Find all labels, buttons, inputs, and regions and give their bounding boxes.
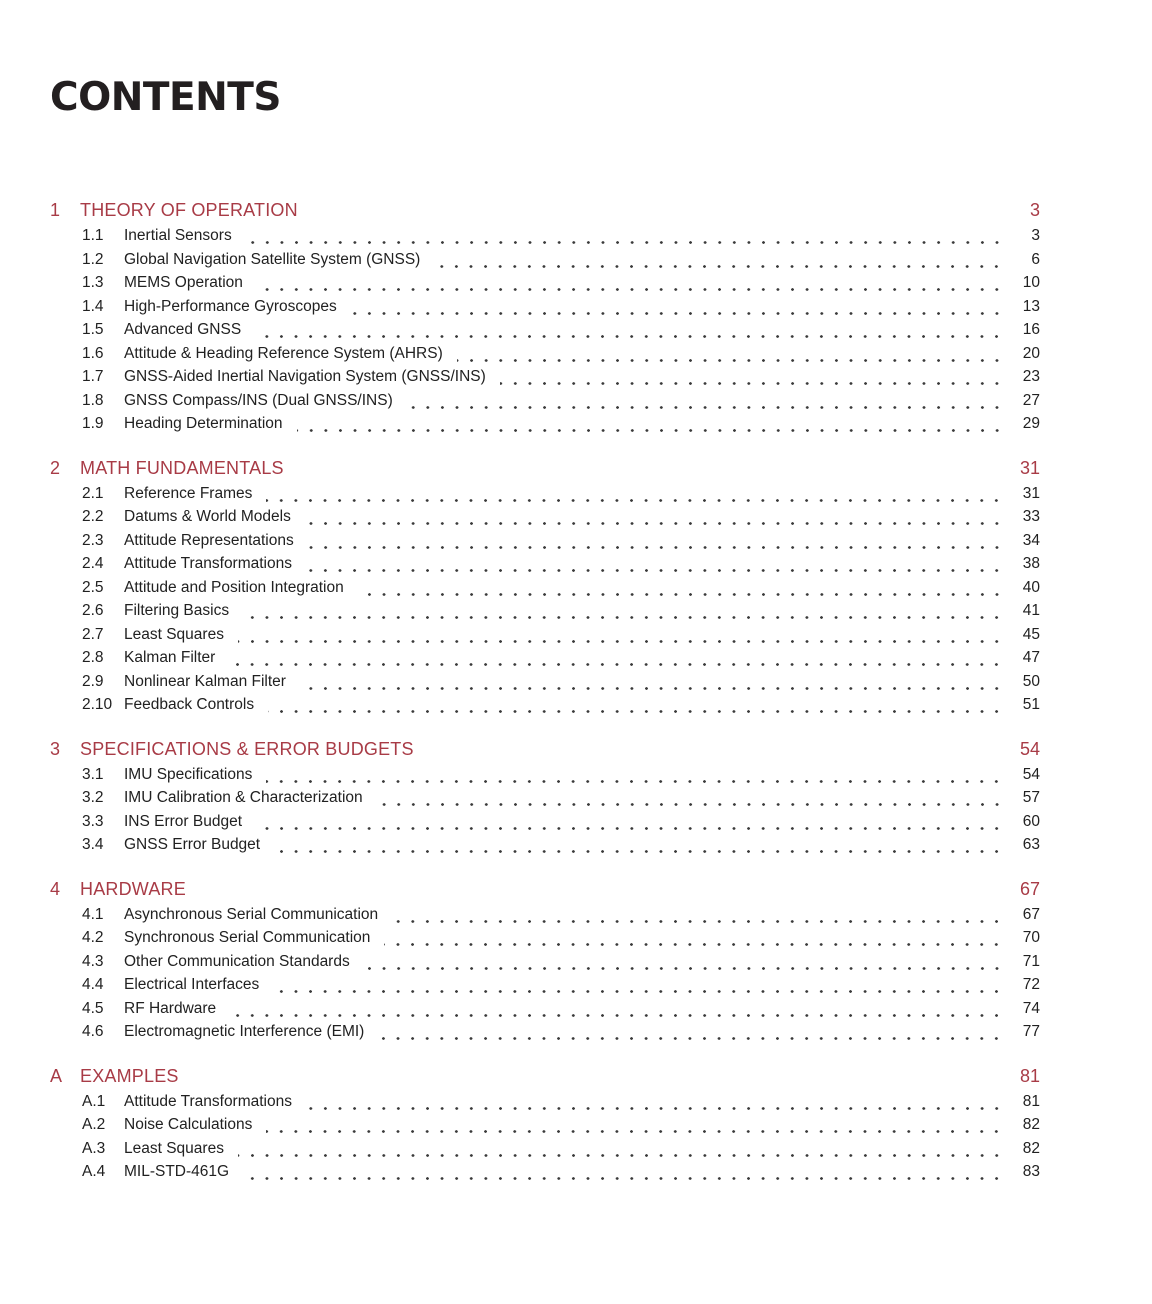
entry-title: GNSS Error Budget: [124, 836, 261, 853]
entry-page-number: 20: [1022, 344, 1040, 362]
toc-section: [50, 198, 1040, 436]
dot-leader: [258, 763, 1008, 787]
dot-leader: [289, 412, 1008, 436]
toc-entry[interactable]: [50, 224, 1040, 248]
dot-leader: [343, 295, 1008, 319]
entry-number: 2.7: [82, 625, 104, 643]
toc-entry[interactable]: [50, 950, 1040, 974]
entry-page-number: 67: [1022, 905, 1040, 923]
section-items: [50, 1090, 1040, 1184]
entry-page-number: 3: [1031, 227, 1040, 244]
entry-title: Kalman Filter: [124, 649, 216, 666]
dot-leader: [265, 973, 1008, 997]
entry-page-number: 27: [1022, 391, 1040, 409]
entry-number: 2.1: [82, 484, 104, 502]
entry-title: RF Hardware: [124, 999, 217, 1017]
entry-page-number: 81: [1022, 1092, 1040, 1110]
toc-entry[interactable]: [50, 552, 1040, 576]
entry-page-number: 54: [1022, 765, 1040, 783]
dot-leader: [376, 926, 1008, 950]
entry-page-number: 74: [1022, 999, 1040, 1017]
dot-leader: [369, 786, 1008, 810]
entry-title: GNSS-Aided Inertial Navigation System (GNSS/INS): [124, 368, 486, 385]
toc-entry[interactable]: [50, 1020, 1040, 1044]
entry-title: IMU Specifications: [124, 765, 253, 783]
section-items: [50, 482, 1040, 717]
dot-leader: [298, 1090, 1008, 1114]
entry-title: Feedback Controls: [124, 696, 255, 713]
entry-title: Asynchronous Serial Communication: [124, 905, 379, 923]
entry-number: A.3: [82, 1139, 106, 1157]
entry-page-number: 41: [1022, 602, 1040, 619]
toc-entry[interactable]: [50, 599, 1040, 623]
entry-title: Filtering Basics: [124, 602, 230, 619]
dot-leader: [248, 810, 1008, 834]
dot-leader: [258, 482, 1008, 506]
entry-number: 1.9: [82, 415, 104, 432]
entry-title: Attitude Representations: [124, 531, 294, 549]
dot-leader: [384, 903, 1008, 927]
entry-title: Least Squares: [124, 1139, 224, 1157]
entry-page-number: 38: [1022, 555, 1040, 572]
entry-page-number: 70: [1022, 929, 1040, 946]
section-page-number: 67: [1019, 878, 1040, 899]
entry-number: 2.4: [82, 555, 104, 572]
section-title: SPECIFICATIONS & ERROR BUDGETS: [80, 738, 414, 759]
toc-entry[interactable]: [50, 505, 1040, 529]
dot-leader: [297, 505, 1008, 529]
entry-title: Nonlinear Kalman Filter: [124, 672, 286, 690]
section-number: 4: [50, 878, 61, 899]
entry-page-number: 45: [1022, 625, 1040, 643]
section-number: 2: [50, 457, 61, 478]
entry-title: MIL-STD-461G: [124, 1163, 230, 1180]
toc-entry[interactable]: [50, 295, 1040, 319]
section-title: HARDWARE: [80, 878, 186, 899]
toc-entry[interactable]: [50, 318, 1040, 342]
dot-leader: [221, 646, 1008, 670]
entry-title: Advanced GNSS: [124, 321, 242, 338]
entry-title: Attitude & Heading Reference System (AHRS): [124, 344, 443, 362]
dot-leader: [249, 271, 1008, 295]
entry-page-number: 77: [1022, 1023, 1040, 1040]
entry-number: 2.10: [82, 696, 113, 713]
dot-leader: [370, 1020, 1008, 1044]
entry-number: 4.4: [82, 976, 104, 993]
entry-number: 1.4: [82, 297, 104, 315]
entry-page-number: 57: [1022, 789, 1040, 806]
section-heading-row[interactable]: [50, 1064, 1040, 1088]
entry-number: 4.6: [82, 1023, 104, 1040]
dot-leader: [356, 950, 1008, 974]
entry-number: 4.3: [82, 952, 104, 970]
toc-entry[interactable]: [50, 248, 1040, 272]
section-number: 3: [50, 738, 61, 759]
entry-page-number: 13: [1022, 297, 1040, 315]
dot-leader: [292, 670, 1008, 694]
section-items: [50, 224, 1040, 436]
dot-leader: [350, 576, 1008, 600]
toc-section: [50, 456, 1040, 717]
entry-number: 1.3: [82, 274, 104, 291]
entry-title: Global Navigation Satellite System (GNSS): [124, 250, 421, 268]
entry-page-number: 16: [1022, 321, 1040, 338]
entry-title: Datums & World Models: [124, 508, 291, 525]
toc-entry[interactable]: [50, 997, 1040, 1021]
toc-entry[interactable]: [50, 482, 1040, 506]
entry-page-number: 40: [1022, 578, 1040, 596]
entry-number: 3.4: [82, 836, 104, 853]
dot-leader: [222, 997, 1008, 1021]
toc-entry[interactable]: [50, 1160, 1040, 1184]
entry-page-number: 63: [1022, 836, 1040, 853]
entry-page-number: 72: [1022, 976, 1040, 993]
toc-entry[interactable]: [50, 833, 1040, 857]
entry-number: 1.2: [82, 250, 104, 268]
entry-title: Synchronous Serial Communication: [124, 929, 371, 946]
entry-number: A.1: [82, 1092, 106, 1110]
toc-entry[interactable]: [50, 973, 1040, 997]
toc-entry[interactable]: [50, 365, 1040, 389]
entry-page-number: 29: [1022, 415, 1040, 432]
entry-title: Heading Determination: [124, 415, 283, 432]
entry-title: INS Error Budget: [124, 812, 243, 830]
entry-number: 4.2: [82, 929, 104, 946]
toc-entry[interactable]: [50, 786, 1040, 810]
page-title: CONTENTS: [50, 75, 281, 120]
dot-leader: [260, 693, 1008, 717]
section-title: THEORY OF OPERATION: [80, 200, 298, 220]
section-title: MATH FUNDAMENTALS: [80, 457, 284, 478]
entry-page-number: 6: [1031, 250, 1040, 268]
entry-title: Least Squares: [124, 625, 224, 643]
entry-page-number: 31: [1022, 484, 1040, 502]
entry-title: Electrical Interfaces: [124, 976, 260, 993]
dot-leader: [449, 342, 1008, 366]
dot-leader: [235, 599, 1008, 623]
dot-leader: [426, 248, 1008, 272]
toc-entry[interactable]: [50, 810, 1040, 834]
entry-number: 2.2: [82, 508, 104, 525]
dot-leader: [230, 623, 1008, 647]
dot-leader: [230, 1137, 1008, 1161]
entry-page-number: 50: [1022, 672, 1040, 690]
dot-leader: [266, 833, 1008, 857]
entry-page-number: 51: [1022, 696, 1040, 713]
entry-page-number: 47: [1022, 649, 1040, 666]
toc-entry[interactable]: [50, 1137, 1040, 1161]
dot-leader: [247, 318, 1008, 342]
entry-title: Electromagnetic Interference (EMI): [124, 1023, 365, 1040]
entry-page-number: 10: [1022, 274, 1040, 291]
toc-entry[interactable]: [50, 670, 1040, 694]
toc-entry[interactable]: [50, 763, 1040, 787]
toc-entry[interactable]: [50, 1090, 1040, 1114]
entry-title: MEMS Operation: [124, 274, 243, 291]
dot-leader: [300, 529, 1008, 553]
toc-entry[interactable]: [50, 342, 1040, 366]
toc-list: [50, 198, 1040, 1184]
section-number: 1: [50, 200, 61, 220]
entry-number: 2.8: [82, 649, 104, 666]
entry-number: 4.1: [82, 905, 104, 923]
dot-leader: [238, 224, 1008, 248]
entry-page-number: 83: [1022, 1163, 1040, 1180]
toc-entry[interactable]: [50, 271, 1040, 295]
toc-entry[interactable]: [50, 646, 1040, 670]
entry-number: 1.6: [82, 344, 104, 362]
toc-section: [50, 1064, 1040, 1184]
entry-title: High-Performance Gyroscopes: [124, 297, 337, 315]
entry-page-number: 33: [1022, 508, 1040, 525]
section-number: A: [50, 1065, 63, 1086]
section-items: [50, 903, 1040, 1044]
entry-number: 2.5: [82, 578, 104, 596]
entry-number: 1.7: [82, 368, 104, 385]
toc-entry[interactable]: [50, 389, 1040, 413]
toc-entry[interactable]: [50, 623, 1040, 647]
entry-title: Other Communication Standards: [124, 952, 350, 970]
toc-entry[interactable]: [50, 576, 1040, 600]
entry-number: 3.3: [82, 812, 104, 830]
dot-leader: [235, 1160, 1008, 1184]
dot-leader: [298, 552, 1008, 576]
dot-leader: [399, 389, 1008, 413]
entry-number: 2.3: [82, 531, 104, 549]
section-page-number: 31: [1019, 457, 1040, 478]
toc-entry[interactable]: [50, 1113, 1040, 1137]
toc-section: [50, 877, 1040, 1044]
dot-leader: [258, 1113, 1008, 1137]
toc-entry[interactable]: [50, 412, 1040, 436]
section-page-number: 54: [1019, 738, 1040, 759]
section-title: EXAMPLES: [80, 1065, 179, 1086]
section-heading-row[interactable]: [50, 737, 1040, 761]
entry-number: 1.8: [82, 391, 104, 409]
entry-title: Inertial Sensors: [124, 227, 232, 244]
dot-leader: [492, 365, 1008, 389]
entry-number: A.2: [82, 1116, 106, 1133]
toc-section: [50, 737, 1040, 857]
toc-entry[interactable]: [50, 529, 1040, 553]
section-items: [50, 763, 1040, 857]
entry-title: Attitude Transformations: [124, 1092, 292, 1110]
toc-entry[interactable]: [50, 903, 1040, 927]
entry-number: 3.2: [82, 789, 104, 806]
entry-title: Attitude Transformations: [124, 555, 292, 572]
entry-number: 2.6: [82, 602, 104, 619]
entry-number: 1.5: [82, 321, 104, 338]
entry-title: Noise Calculations: [124, 1116, 253, 1133]
entry-page-number: 82: [1022, 1139, 1040, 1157]
entry-title: GNSS Compass/INS (Dual GNSS/INS): [124, 391, 393, 409]
entry-number: A.4: [82, 1163, 106, 1180]
entry-page-number: 71: [1022, 952, 1040, 970]
entry-page-number: 82: [1022, 1116, 1040, 1133]
entry-number: 3.1: [82, 765, 104, 783]
entry-title: IMU Calibration & Characterization: [124, 789, 363, 806]
entry-number: 2.9: [82, 672, 104, 690]
section-page-number: 3: [1029, 200, 1040, 220]
section-page-number: 81: [1019, 1065, 1040, 1086]
entry-number: 1.1: [82, 227, 104, 244]
entry-number: 4.5: [82, 999, 104, 1017]
entry-title: Reference Frames: [124, 484, 253, 502]
toc-entry[interactable]: [50, 926, 1040, 950]
entry-title: Attitude and Position Integration: [124, 578, 344, 596]
section-heading-row[interactable]: [50, 456, 1040, 480]
entry-page-number: 34: [1022, 531, 1040, 549]
entry-page-number: 60: [1022, 812, 1040, 830]
section-heading-row[interactable]: [50, 877, 1040, 901]
toc-entry[interactable]: [50, 693, 1040, 717]
section-heading-row[interactable]: [50, 198, 1040, 222]
entry-page-number: 23: [1022, 368, 1040, 385]
